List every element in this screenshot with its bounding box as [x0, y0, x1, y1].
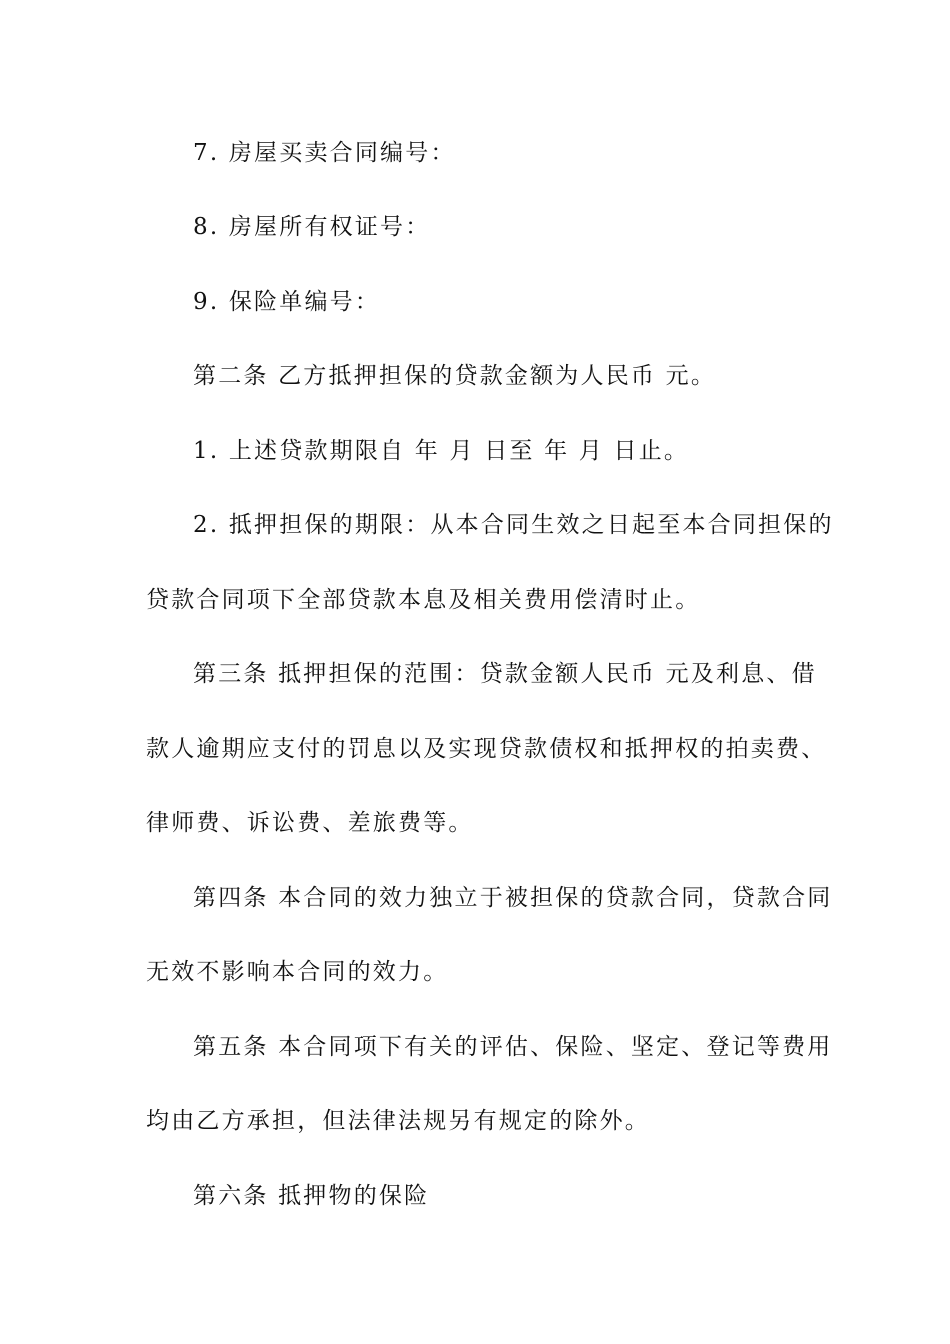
item-7-contract-number: 7. 房屋买卖合同编号： — [193, 140, 456, 166]
article-6-heading: 第六条 抵押物的保险 — [193, 1183, 430, 1209]
article-3-cont-2: 律师费、诉讼费、差旅费等。 — [146, 810, 474, 836]
article-2-item-2-cont: 贷款合同项下全部贷款本息及相关费用偿清时止。 — [146, 587, 701, 613]
article-2-item-2: 2. 抵押担保的期限：从本合同生效之日起至本合同担保的 — [193, 512, 834, 538]
article-3-cont-1: 款人逾期应支付的罚息以及实现贷款债权和抵押权的拍卖费、 — [146, 736, 827, 762]
article-4: 第四条 本合同的效力独立于被担保的贷款合同，贷款合同 — [193, 885, 833, 911]
item-9-insurance-number: 9. 保险单编号： — [193, 289, 381, 315]
article-4-cont: 无效不影响本合同的效力。 — [146, 959, 449, 985]
article-5-cont: 均由乙方承担，但法律法规另有规定的除外。 — [146, 1108, 650, 1134]
article-2-item-1: 1. 上述贷款期限自 年 月 日至 年 月 日止。 — [193, 438, 690, 464]
article-5: 第五条 本合同项下有关的评估、保险、坚定、登记等费用 — [193, 1034, 833, 1060]
article-3: 第三条 抵押担保的范围：贷款金额人民币 元及利息、借 — [193, 661, 817, 687]
item-8-ownership-cert: 8. 房屋所有权证号： — [193, 214, 431, 240]
article-2: 第二条 乙方抵押担保的贷款金额为人民币 元。 — [193, 363, 717, 389]
